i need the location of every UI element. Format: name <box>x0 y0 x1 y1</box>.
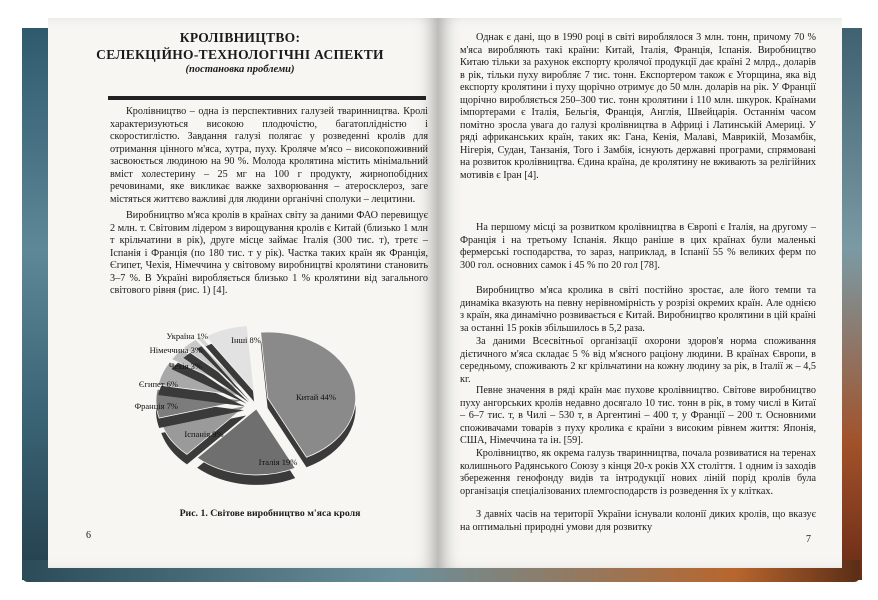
right-paragraph-7: З давніх часів на території України існували колонії диких кролів, що вказує на оптимальні природні умови для розвитку <box>460 509 816 533</box>
right-paragraph-4: За даними Всесвітньої організації охорони здоров'я норма споживання дієтичного м'яса складає 5 % від м'ясного раціону людини. В країнах Європи, в середньому, споживають 2 кг крільчатини на кожну людину за рік, в Італії ж – 4,5 кг. <box>460 336 816 385</box>
pie-label-6: Німеччина 3% <box>149 345 202 355</box>
left-paragraph-2: Виробництво м'яса кролів в країнах світу за даними ФАО перевищує 2 млн. т. Світовим лідером з вирощування кролів є Китай (близько 1 млн т крільчатини в рік), друге місце займає Італія (300 тис. т), третє – Іспанія і Франція (по 180 тис. т у рік). Частка таких країн як Франція, Єгипет, Чехія, Німеччина у світовому виробництві кролятини становить 3–7 %. В Україні виробляється близько 1 % кролятини від загального світового рівня (рис. 1) [4]. <box>110 210 428 296</box>
pie-label-1: Італія 19% <box>258 457 298 467</box>
page-number-right: 7 <box>806 534 811 545</box>
article-title-line1: КРОЛІВНИЦТВО: <box>179 30 301 45</box>
pie-label-0: Китай 44% <box>295 392 337 402</box>
article-title-line2: СЕЛЕКЦІЙНО-ТЕХНОЛОГІЧНІ АСПЕКТИ <box>96 47 384 62</box>
pie-label-4: Єгипет 6% <box>138 379 178 389</box>
right-paragraph-6: Кролівництво, як окрема галузь тваринництва, почала розвиватися на теренах колишнього Радянського Союзу з кінця 20-х років XX століття. 1 одним із заходів збереження генофонду видів та інтродукції нових ліній порід кролів була організація спеціалізованих племгосподарств із розведення їх у клітках. <box>460 448 816 497</box>
right-paragraph-3: Виробництво м'яса кролика в світі постійно зростає, але його темпи та динаміка вказують на певну нерівномірність у розрізі окремих країн. Але однією з країн, яка динамічно розвивається є Китай. Виробництво кролятини в цій країні за останні 15 років збільшилось в 5,2 раза. <box>460 285 816 334</box>
pie-label-3: Франція 7% <box>134 401 178 411</box>
pie-label-7: Україна 1% <box>166 331 208 341</box>
pie-label-5: Чехія 3% <box>168 361 202 371</box>
page-number-left: 6 <box>86 530 91 541</box>
figure-caption: Рис. 1. Світове виробництво м'яса кроля <box>179 508 361 519</box>
right-paragraph-5: Певне значення в ряді країн має пухове кролівництво. Світове виробництво пуху ангорських кролів недавно досягало 10 тис. тонн в рік, в тому числі в Китаї – 6–7 тис. т, в Чилі – 530 т, в Аргентині – 400 т, у Франції – 200 т. Основними споживачами товарів з пуху кролика є країни з високим рівнем життя: Японія, США, Німеччина та ін. [59]. <box>460 385 816 446</box>
right-paragraph-2: На першому місці за розвитком кролівництва в Європі є Італія, на другому – Франція і на третьому Іспанія. Якщо раніше в цих країнах були маленькі фермерські господарства, то зараз, наприклад, в Іспанії 55 % великих ферм по 300 гол. основних самок і 45 % по 20 гол [78]. <box>460 222 816 271</box>
pie-chart <box>118 305 383 500</box>
title-divider <box>108 96 426 100</box>
left-paragraph-1: Кролівництво – одна із перспективних галузей тваринництва. Кролі характеризуються високою плодючістю, багатоплідністю і скоростиглістю. Завдання галузі полягає у розведенні кролів для отримання цінного м'яса, хутра, пуху. Кроляче м'ясо – високопоживний засвоюється людиною на 90 %. Молода кролятина містить мінімальний вміст холестерину – 25 мг на 100 г продукту, жирнопобідних речовинами, яке викликає важке захворювання – атеросклероз, заге містяться життєво важливі для людини органічні сполуки – лецитини. <box>110 106 428 205</box>
pie-label-2: Іспанія 9% <box>184 429 224 439</box>
pie-label-8: Інші 8% <box>231 335 261 345</box>
book-cover-right <box>840 28 862 580</box>
right-paragraph-1: Однак є дані, що в 1990 році в світі вироблялося 3 млн. тонн, причому 70 % м'яса виробляють такі країни: Китай, Італія, Франція, Іспанія. Виробництво Китаю тільки за рахунок експорту кролячої продукції дає країні 2 млрд., доларів в рік, тільки пуху виробляє 7 тис. тонн. Експортером також є Угорщина, яка від експорту кролятини і пуху щорічно отримує до 50 млн. доларів на рік. У Франції щорічно виробляється 250–300 тис. тонн кролятини і 110 млн. шкурок. Країнами імпортерами є Італія, Бельгія, Франція, Англія, Швейцарія. Останнім часом помітно зросла увага до галузі кролівництва в Африці і Латинській Америці. У ряді африканських країн, таких як: Гана, Кенія, Малаві, Маврикій, Мозамбік, Нігерія, Судан, Танзанія, Того і Замбія, існують державні програми, спрямовані на розвиток кролівництва. Єдина країна, де кролятину не вживають за релігійних мотивів є Іран [4]. <box>460 32 816 181</box>
article-subtitle: (постановка проблеми) <box>185 64 295 75</box>
